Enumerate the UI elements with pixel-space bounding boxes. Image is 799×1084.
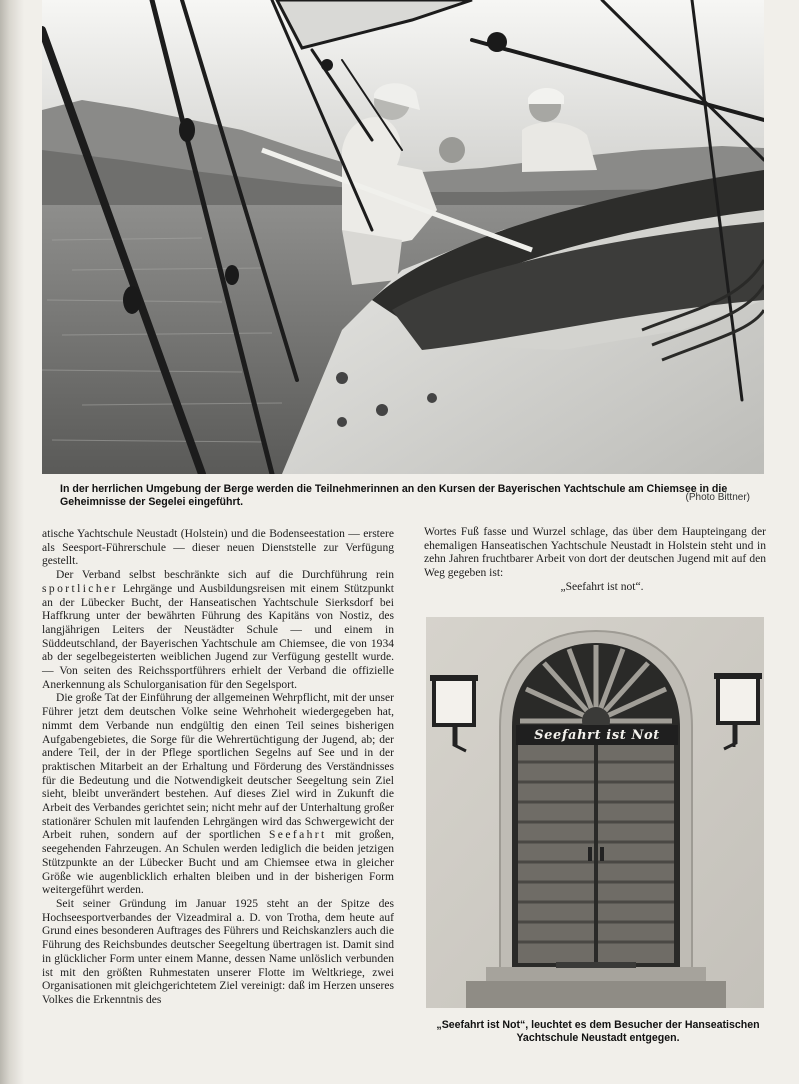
article-left-column: [42, 528, 394, 1008]
motto-quote: „Seefahrt ist not“.: [560, 580, 644, 593]
paragraph: Seit seiner Gründung im Januar 1925 steht an der Spitze des Hochseesportverbandes der Vizeadmiral a. D. von Trotha, dem heute auf Grund eines besonderen Auftrages des Führers und Reichskanzlers auch die Führung des Reichsbundes deutscher Seegeltung übertragen ist. Damit sind in glücklicher Form unter einem Manne, dessen Name unlöslich verbunden ist mit den größten Ruhmestaten unserer Flotte im Weltkriege, zwei Organisationen mit gleichgerichtetem Ziel vereinigt: daß im Herzen unseres Volkes die Erkenntnis des: [42, 897, 394, 1006]
paragraph: atische Yachtschule Neustadt (Holstein) und die Bodenseestation — erstere als Seesport-Führerschule — dieser neuen Dienststelle zur Verfügung gestellt.: [42, 528, 394, 568]
paragraph: Der Verband selbst beschränkte sich auf die Durchführung rein sportlicher Lehrgänge und Ausbildungsreisen mit einem Stützpunkt an der Lübecker Bucht, der Hanseatischen Yachtschule Sierksdorf bei Haffkrung unter der bewährten Führung des Kapitäns von Nostiz, des langjährigen Leiters der Neustädter Schule — und einem in Süddeutschland, der Bayerischen Yachtschule am Chiemsee, die von 1934 ab der segelbegeisterten weiblichen Jugend zur Verfügung gestellt wurde. — Von seiten des Reichssportführers erhielt der Verband die offizielle Anerkennung als Schulorganisation für den Segelsport.: [42, 569, 394, 691]
photo-caption-text: In der herrlichen Umgebung der Berge werden die Teilnehmerinnen an den Kursen der Bayerischen Yachtschule am Chiemsee in die Geheimnisse der Segelei eingeführt.: [60, 483, 728, 508]
paragraph: Die große Tat der Einführung der allgemeinen Wehrpflicht, mit der unser Führer jetzt dem deutschen Volke seine Wehrhoheit wiedergegeben hat, nimmt dem Verbande nun endgültig den einen Teil seines bisherigen Aufgabengebietes, die Sorge für die Wehrertüchtigung der Jugend, ab; der andere Teil, der in der Pflege sportlichen Segelns auf See und in der praktischen Mitarbeit an der Erhaltung und Förderung des Verständnisses für die Bedeutung und die Notwendigkeit deutscher Seegeltung sein Ziel sieht, bleibt unverändert bestehen. Auf dieses Ziel wird in Zukunft die Arbeit des Verbandes gerichtet sein; nicht mehr auf der Unterhaltung großer stationärer Schulen mit laufenden Lehrgängen wird das Schwergewicht der Arbeit ruhen, sondern auf der sportlichen Seefahrt mit großen, seegehenden Fahrzeugen. An Schulen werden lediglich die beiden jetzigen Stützpunkte an der Lübecker Bucht und am Chiemsee etwa in gleicher Größe wie augenblicklich erhalten bleiben und in der bisherigen Form weitergeführt werden.: [42, 692, 394, 897]
article-right-column: [424, 526, 766, 595]
door-sign: Seefahrt ist Not: [516, 725, 678, 745]
photo-caption-door: „Seefahrt ist Not“, leuchtet es dem Besucher der Hanseatischen Yachtschule Neustadt entgegen.: [436, 1019, 760, 1044]
page-edge-shadow: [0, 0, 24, 1084]
door-photo: [426, 617, 764, 1008]
photo-caption-top: [60, 483, 750, 509]
sailing-photo: [42, 0, 764, 474]
photo-credit: (Photo Bittner): [685, 492, 750, 503]
paragraph: Wortes Fuß fasse und Wurzel schlage, das über dem Haupteingang der ehemaligen Hanseatischen Yachtschule Neustadt in Holstein steht und in zehn Jahren fruchtbarer Arbeit von dort der deutschen Jugend mit auf den Weg gegeben ist:: [424, 526, 766, 580]
